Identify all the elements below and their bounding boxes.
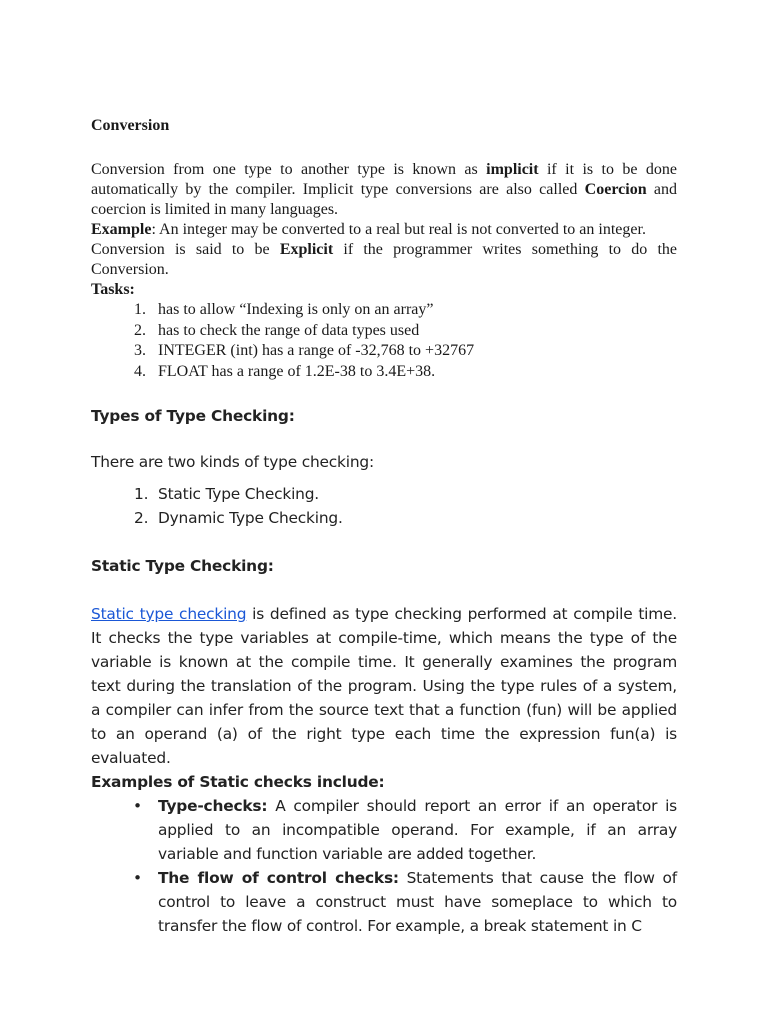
text-span: if it is to be done automatically by the compiler. Implicit type conversions are also called (91, 161, 678, 198)
explicit-paragraph (91, 240, 677, 280)
list-number: 4. (134, 362, 146, 380)
types-intro: There are two kinds of type checking: (91, 453, 374, 471)
examples-heading-text: Examples of Static checks include: (91, 773, 385, 791)
static-body-text: is defined as type checking performed at compile time. It checks the type variables at compile-time, which means the type of the variable is known at the compile time. It generally examines the program text during the translation of the program. Using the type rules of a system, a compiler can infer from the source text that a function (fun) will be applied to an operand (a) of the right type each time the expression fun(a) is evaluated. (91, 605, 677, 767)
bullet-icon: • (133, 869, 142, 887)
example-text: : An integer may be converted to a real but real is not converted to an integer. (151, 221, 646, 238)
list-text: has to check the range of data types used (158, 321, 420, 339)
bullet-text: Statements that cause the flow of control to leave a construct must have someplace to which to transfer the flow of control. For example, a break statement in C (158, 869, 677, 935)
list-item (91, 866, 677, 938)
text-span: and coercion is limited in many languages. (91, 181, 677, 218)
list-number: 2. (134, 509, 149, 527)
spacer (91, 530, 677, 554)
list-item (91, 300, 677, 321)
list-number: 2. (134, 321, 146, 339)
spacer (91, 474, 677, 482)
list-item (91, 341, 677, 362)
static-heading: Static Type Checking: (91, 557, 274, 575)
conversion-paragraph (91, 160, 677, 220)
example-paragraph (91, 220, 677, 240)
bullet-icon: • (133, 797, 142, 815)
types-heading: Types of Type Checking: (91, 407, 295, 425)
list-item (91, 506, 677, 530)
bold-coercion: Coercion (584, 181, 647, 198)
list-item (91, 321, 677, 342)
list-item (91, 362, 677, 383)
list-number: 3. (134, 342, 146, 359)
list-number: 1. (134, 485, 149, 503)
examples-heading (91, 770, 677, 794)
examples-list (91, 794, 677, 938)
list-text: INTEGER (int) has a range of -32,768 to +32767 (158, 342, 475, 359)
list-item (91, 794, 677, 866)
type-checking-section (91, 404, 677, 938)
list-text: Static Type Checking. (158, 485, 319, 503)
text-span: Conversion is said to be (91, 241, 280, 258)
spacer (91, 578, 677, 602)
text-span: Conversion from one type to another type is known as (91, 161, 487, 178)
tasks-label (91, 280, 677, 300)
example-label: Example (91, 221, 152, 238)
text-span: if the programmer writes something to do the Conversion. (91, 241, 678, 278)
spacer (91, 428, 677, 450)
list-text: FLOAT has a range of 1.2E-38 to 3.4E+38. (158, 362, 436, 380)
static-paragraph (91, 602, 677, 770)
bullet-label: The flow of control checks: (158, 869, 399, 887)
list-text: has to allow “Indexing is only on an array” (158, 301, 434, 318)
tasks-list (91, 300, 677, 382)
bullet-text: A compiler should report an error if an operator is applied to an incompatible operand. For example, if an array variable and function variable are added together. (158, 797, 677, 863)
list-text: Dynamic Type Checking. (158, 509, 343, 527)
conversion-title: Conversion (91, 117, 170, 134)
bullet-label: Type-checks: (158, 797, 268, 815)
list-number: 1. (134, 301, 146, 318)
types-list (91, 482, 677, 530)
static-type-checking-link[interactable]: Static type checking (91, 605, 247, 623)
list-item (91, 482, 677, 506)
conversion-section (91, 116, 677, 382)
tasks-label-text: Tasks: (91, 281, 135, 298)
bold-implicit: implicit (486, 161, 539, 178)
bold-explicit: Explicit (279, 241, 334, 258)
